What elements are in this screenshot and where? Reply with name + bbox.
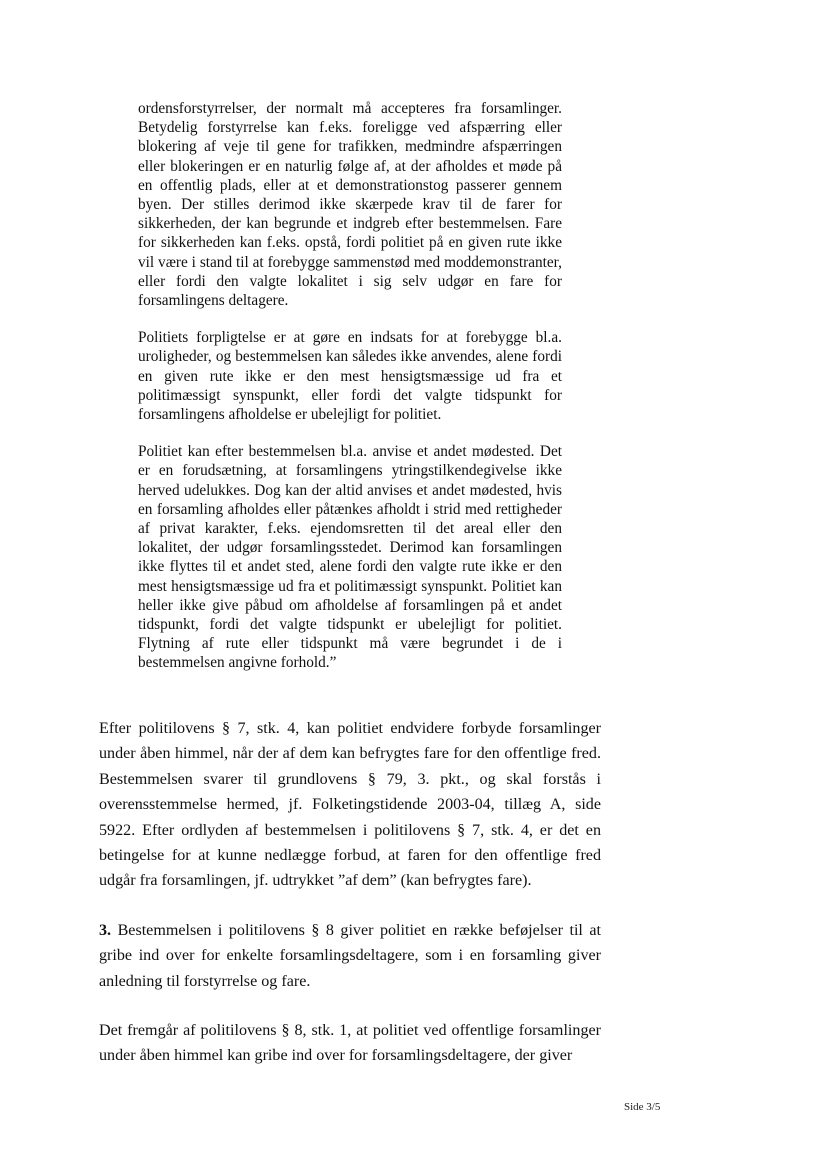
quote-paragraph-3: Politiet kan efter bestemmelsen bl.a. anvise et andet mødested. Det er en forudsætning, at forsamlingens ytringstilkendegivelse ikke herved udelukkes. Dog kan der altid anvises et andet mødested, hvis en forsamling afholdes eller påtænkes afholdt i strid med rettigheder af privat karakter, f.eks. ejendomsretten til det areal eller den lokalitet, der udgør forsamlingsstedet. Derimod kan forsamlingen ikke flyttes til et andet sted, alene fordi den valgte rute ikke er den mest hensigtsmæssige ud fra et politimæssigt synspunkt. Politiet kan heller ikke give påbud om afholdelse af forsamlingen på et andet tidspunkt, fordi det valgte tidspunkt er ubelejligt for politiet. Flytning af rute eller tidspunkt må være begrundet i de i bestemmelsen angivne forhold.” [138, 443, 562, 672]
quote-paragraph-2: Politiets forpligtelse er at gøre en indsats for at forebygge bl.a. uroligheder, og bestemmelsen kan således ikke anvendes, alene fordi en given rute ikke er den mest hensigtsmæssige ud fra et politimæssigt synspunkt, eller fordi det valgte tidspunkt for forsamlingens afholdelse er ubelejligt for politiet. [138, 329, 562, 424]
quoted-excerpt [138, 99, 562, 691]
page-number: Side 3/5 [624, 1101, 661, 1113]
section-number: 3. [99, 921, 112, 939]
body-text [99, 716, 601, 1093]
quote-paragraph-1: ordensforstyrrelser, der normalt må accepteres fra forsamlinger. Betydelig forstyrrelse kan f.eks. foreligge ved afspærring eller blokering af veje til gene for trafikken, medmindre afspærringen eller blokeringen er en naturlig følge af, at der afholdes et møde på en offentlig plads, eller at et demonstrationstog passerer gennem byen. Der stilles derimod ikke skærpede krav til de farer for sikkerheden, der kan begrunde et indgreb efter bestemmelsen. Fare for sikkerheden kan f.eks. opstå, fordi politiet på en given rute ikke vil være i stand til at forebygge sammenstød med moddemonstranter, eller fordi den valgte lokalitet i sig selv udgør en fare for forsamlingens deltagere. [138, 100, 562, 310]
body-paragraph-3: Det fremgår af politilovens § 8, stk. 1, at politiet ved offentlige forsamlinger under åben himmel kan gribe ind over for forsamlingsdeltagere, der giver [99, 1022, 601, 1065]
body-paragraph-2 [99, 918, 601, 994]
body-paragraph-2-text: Bestemmelsen i politilovens § 8 giver politiet en række beføjelser til at gribe ind over for enkelte forsamlingsdeltagere, som i en forsamling giver anledning til forstyrrelse og fare. [99, 921, 601, 990]
body-paragraph-1: Efter politilovens § 7, stk. 4, kan politiet endvidere forbyde forsamlinger under åben himmel, når der af dem kan befrygtes fare for den offentlige fred. Bestemmelsen svarer til grundlovens § 79, 3. pkt., og skal forstås i overensstemmelse hermed, jf. Folketingstidende 2003-04, tillæg A, side 5922. Efter ordlyden af bestemmelsen i politilovens § 7, stk. 4, er det en betingelse for at kunne nedlægge forbud, at faren for den offentlige fred udgår fra forsamlingen, jf. udtrykket ”af dem” (kan befrygtes fare). [99, 720, 601, 890]
